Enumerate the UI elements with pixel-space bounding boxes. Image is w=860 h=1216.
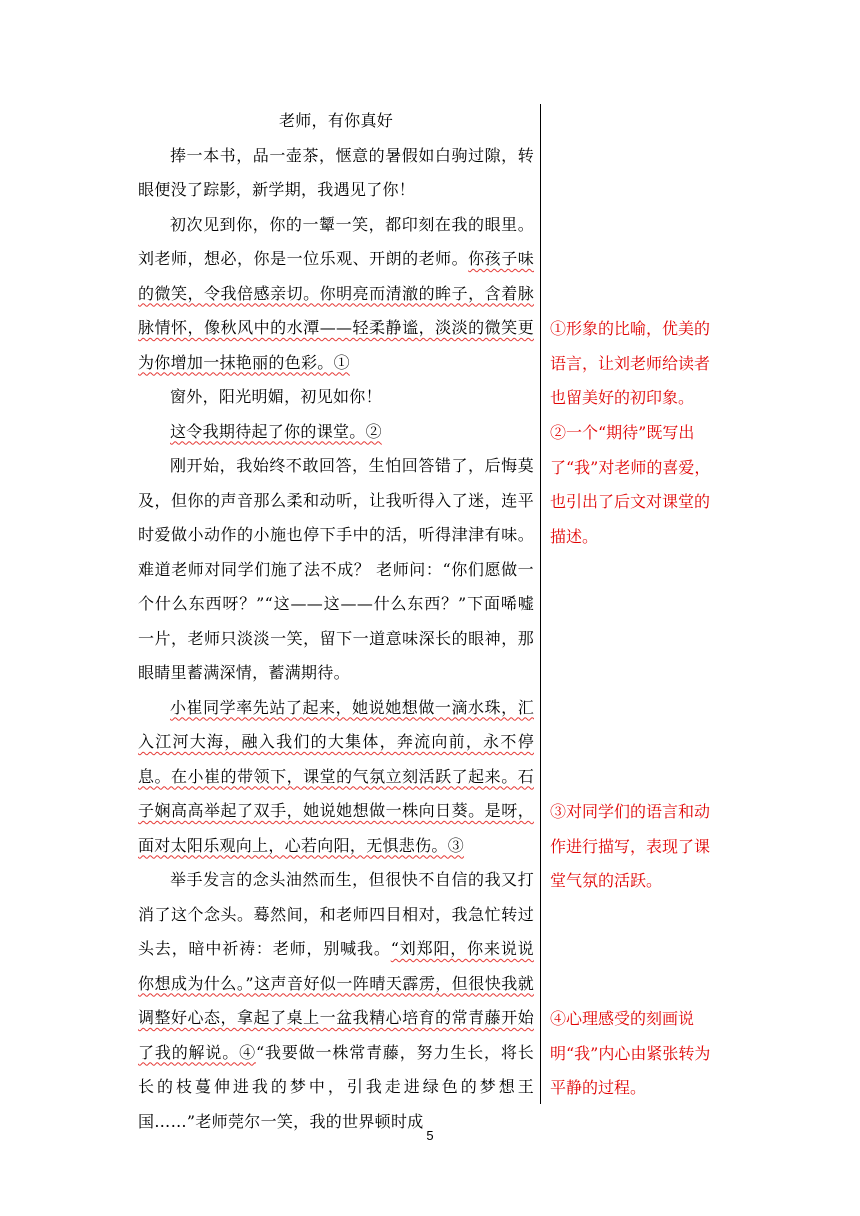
comment-1-text: ①形象的比喻，优美的语言，让刘老师给读者也留美好的初印象。	[550, 319, 711, 407]
annotated-text-2: 这令我期待起了你的课堂。②	[170, 421, 382, 441]
annotated-text-4: “刘郑阳，你来说说你想成为什么。”这声音好似一阵晴天霹雳，但很快我就调整好心态，拿起了桌上一盆我精心培育的常青藤开始了我的解说。④	[138, 939, 534, 1062]
annotated-text-1: 你孩子味的微笑，令我倍感亲切。你明亮而清澈的眸子，含着脉脉情怀，像秋风中的水潭——轻柔静谧，淡淡的微笑更为你增加一抹艳丽的色彩。①	[138, 249, 534, 372]
comment-3	[550, 795, 725, 899]
annotated-text-3: 小崔同学率先站了起来，她说她想做一滴水珠，汇入江河大海，融入我们的大集体，奔流向前，永不停息。在小崔的带领下，课堂的气氛立刻活跃了起来。石子娴高高举起了双手，她说她想做一株向日葵。是呀，面对太阳乐观向上，心若向阳，无惧悲伤。③	[138, 697, 534, 855]
paragraph-2-text: 初次见到你，你的一颦一笑，都印刻在我的眼里。刘老师，想必，你是一位乐观、开朗的老师。	[138, 214, 534, 268]
comment-4	[550, 1002, 725, 1106]
paragraph-7-text: 举手发言的念头油然而生，但很快不自信的我又打消了这个念头。蓦然间，和老师四目相对，我急忙转过头去，暗中祈祷：老师，别喊我。	[138, 870, 534, 958]
essay-title: 老师，有你真好	[278, 111, 394, 130]
paragraph-2	[138, 208, 534, 381]
comment-2-text: ②一个“期待”既写出了“我”对老师的喜爱，也引出了后文对课堂的描述。	[550, 423, 711, 546]
page-number: 5	[426, 1128, 434, 1143]
comment-3-text: ③对同学们的语言和动作进行描写，表现了课堂气氛的活跃。	[550, 802, 711, 890]
paragraph-4	[138, 415, 534, 450]
comment-2	[550, 416, 725, 554]
paragraph-7-tail: “我要做一株常青藤，努力生长，将长长的枝蔓伸进我的梦中，引我走进绿色的梦想王国……”老师莞尔一笑，我的世界顿时成	[138, 1042, 535, 1131]
comment-1	[550, 312, 725, 416]
paragraph-5: 刚开始，我始终不敢回答，生怕回答错了，后悔莫及，但你的声音那么柔和动听，让我听得入了迷，连平时爱做小动作的小施也停下手中的活，听得津津有味。难道老师对同学们施了法不成？ 老师问：“你们愿做一个什么东西呀？”“这——这——什么东西？”下面唏嘘一片，老师只淡淡一笑，留下一道意味深长的眼神，那眼睛里蓄满深情，蓄满期待。	[138, 456, 534, 682]
paragraph-3: 窗外，阳光明媚，初见如你！	[170, 387, 382, 406]
paragraph-1: 捧一本书，品一壶茶，惬意的暑假如白驹过隙，转眼便没了踪影，新学期，我遇见了你！	[138, 145, 534, 199]
comment-4-text: ④心理感受的刻画说明“我”内心由紧张转为平静的过程。	[550, 1009, 711, 1097]
essay-body	[138, 104, 534, 1139]
column-divider	[540, 104, 541, 1104]
paragraph-7	[138, 863, 534, 1139]
paragraph-6	[138, 691, 534, 864]
